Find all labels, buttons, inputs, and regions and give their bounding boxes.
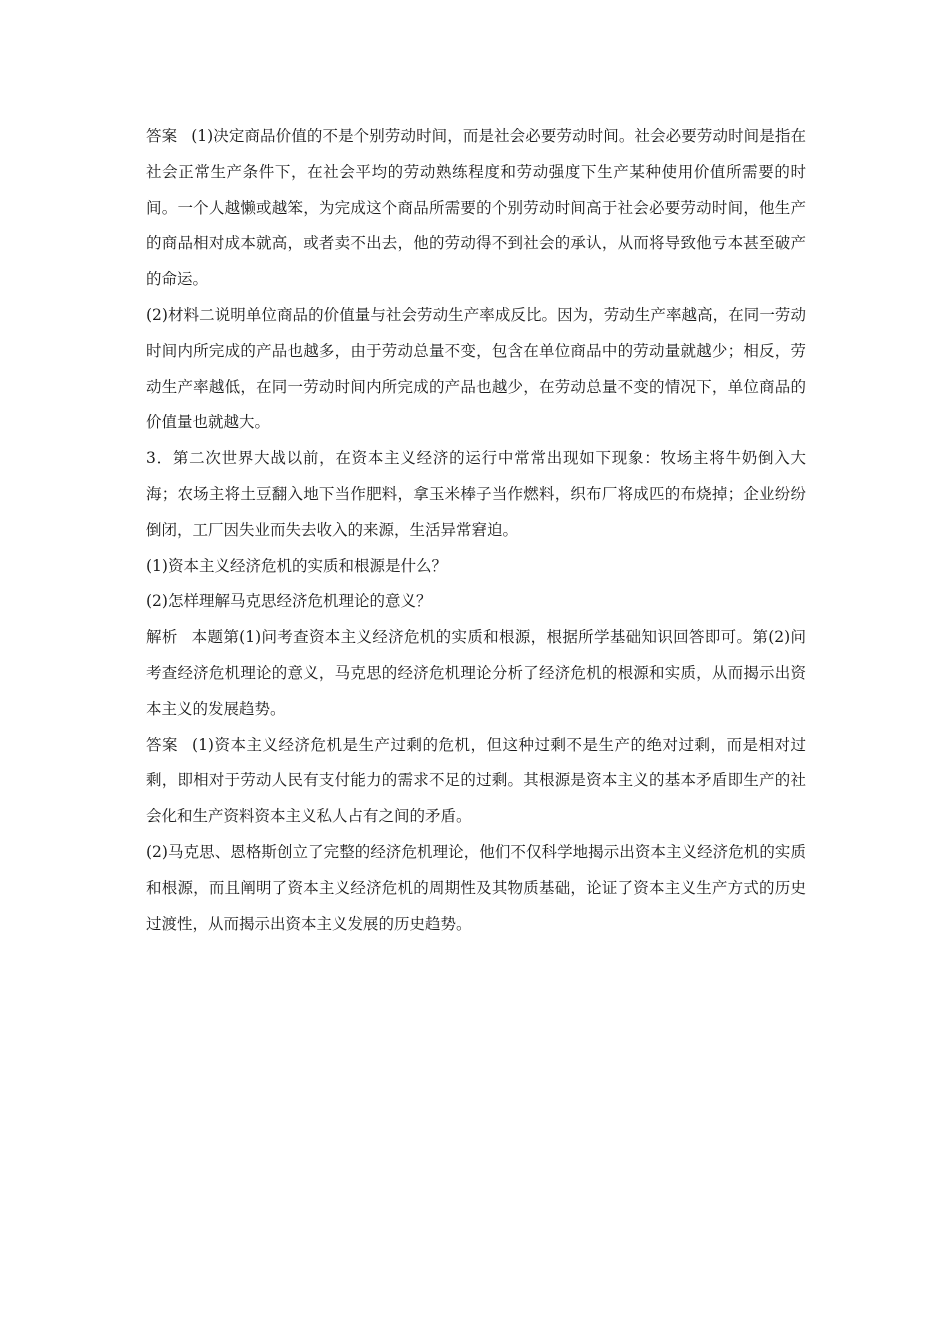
answer-text: (1)资本主义经济危机是生产过剩的危机，但这种过剩不是生产的绝对过剩，而是相对过剩，即相对于劳动人民有支付能力的需求不足的过剩。其根源是资本主义的基本矛盾即生产的社会化和生产资料资本主义私人占有之间的矛盾。 bbox=[146, 735, 806, 826]
analysis-label: 解析 bbox=[146, 628, 178, 647]
answer-text: (1)决定商品价值的不是个别劳动时间，而是社会必要劳动时间。社会必要劳动时间是指在社会正常生产条件下，在社会平均的劳动熟练程度和劳动强度下生产某种使用价值所需要的时间。一个人越懒或越笨，为完成这个商品所需要的个别劳动时间高于社会必要劳动时间，他生产的商品相对成本就高，或者卖不出去，他的劳动得不到社会的承认，从而将导致他亏本甚至破产的命运。 bbox=[146, 127, 806, 289]
answer-label: 答案 bbox=[146, 735, 179, 754]
answer-3-paragraph-1 bbox=[146, 728, 806, 835]
answer-1-paragraph-2: (2)材料二说明单位商品的价值量与社会劳动生产率成反比。因为，劳动生产率越高，在同一劳动时间内所完成的产品也越多，由于劳动总量不变，包含在单位商品中的劳动量就越少；相反，劳动生产率越低，在同一劳动时间内所完成的产品也越少，在劳动总量不变的情况下，单位商品的价值量也就越大。 bbox=[146, 305, 806, 432]
analysis-text: 本题第(1)问考查资本主义经济危机的实质和根源，根据所学基础知识回答即可。第(2)问考查经济危机理论的意义，马克思的经济危机理论分析了经济危机的根源和实质，从而揭示出资本主义的发展趋势。 bbox=[146, 628, 806, 718]
answer-3-paragraph-2: (2)马克思、恩格斯创立了完整的经济危机理论，他们不仅科学地揭示出资本主义经济危机的实质和根源，而且阐明了资本主义经济危机的周期性及其物质基础，论证了资本主义生产方式的历史过渡性，从而揭示出资本主义发展的历史趋势。 bbox=[146, 842, 806, 933]
analysis-paragraph bbox=[146, 620, 806, 727]
question-3-sub-2: (2)怎样理解马克思经济危机理论的意义？ bbox=[146, 592, 432, 611]
question-3-stem: 3．第二次世界大战以前，在资本主义经济的运行中常常出现如下现象：牧场主将牛奶倒入大海；农场主将土豆翻入地下当作肥料，拿玉米棒子当作燃料，织布厂将成匹的布烧掉；企业纷纷倒闭，工厂因失业而失去收入的来源，生活异常窘迫。 bbox=[146, 449, 806, 539]
question-3-sub-1: (1)资本主义经济危机的实质和根源是什么？ bbox=[146, 556, 447, 575]
answer-label: 答案 bbox=[146, 127, 178, 145]
answer-1-paragraph-1 bbox=[146, 119, 806, 298]
document-body bbox=[146, 119, 806, 942]
